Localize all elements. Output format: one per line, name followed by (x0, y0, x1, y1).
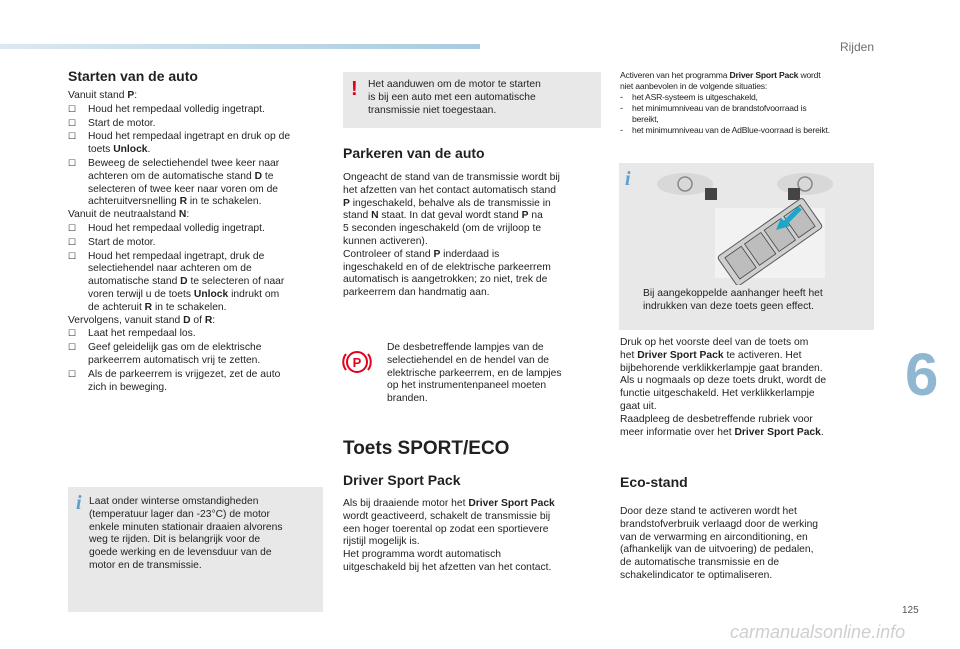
step-line: automatische stand D te selecteren of naar (88, 276, 285, 288)
eco-text (620, 506, 880, 583)
step-line: Vanuit stand P: (68, 90, 138, 101)
heading-eco-stand: Eco-stand (620, 474, 688, 490)
eco-line: schakelindicator te optimaliseren. (620, 569, 773, 581)
warning-line: is bij een auto met een automatische (368, 91, 536, 103)
park-line: het afzetten van het contact automatisch stand (343, 184, 556, 196)
press-line: Druk op het voorste deel van de toets om (620, 337, 809, 348)
info-line: weg te rijden. Dit is belangrijk voor de (89, 534, 261, 546)
park-line: stand N staat. In dat geval wordt stand P na (343, 210, 543, 222)
sport-eco-button-illustration (640, 170, 865, 285)
step-line: achteren om de automatische stand D te (88, 170, 274, 182)
page-number: 125 (902, 605, 919, 616)
dsp-line: Als bij draaiende motor het Driver Sport Pack (343, 498, 555, 509)
park-line: 5 seconden ingeschakeld (om de vrijloop te (343, 223, 542, 235)
condition-line: - het minimumniveau van de AdBlue-voorraad is bereikt. (620, 125, 830, 135)
park-line: parkeerrem dan handmatig aan. (343, 287, 490, 299)
driver-sport-pack-text (343, 498, 603, 575)
heading-driver-sport-pack: Driver Sport Pack (343, 472, 461, 488)
lampjes-line: De desbetreffende lampjes van de (387, 342, 544, 353)
starten-text (68, 90, 328, 394)
lampjes-line: selectiehendel en de hendel van de (387, 354, 550, 366)
step-line: ☐ Laat het rempedaal los. (68, 328, 196, 340)
press-line: functie uitgeschakeld. Het verklikkerlampje (620, 388, 815, 400)
step-line: parkeerrem automatisch vrij te zetten. (88, 354, 261, 366)
step-line: ☐ Houd het rempedaal volledig ingetrapt. (68, 103, 265, 115)
svg-text:P: P (352, 355, 362, 370)
press-line: gaat uit. (620, 400, 657, 412)
illustration-caption (643, 288, 871, 314)
eco-line: de automatische transmissie en de (620, 557, 780, 569)
step-line: ☐ Houd het rempedaal ingetrapt en druk op de (68, 131, 291, 143)
info-line: enkele minuten stationair draaien alvorens (89, 521, 283, 533)
info-text (89, 496, 321, 573)
park-line: kunnen activeren). (343, 235, 428, 247)
step-line: ☐ Houd het rempedaal ingetrapt, druk de (68, 250, 265, 262)
step-line: toets Unlock. (88, 144, 151, 156)
step-line: achteruitversnelling R in te schakelen. (88, 196, 262, 208)
condition-line: - het ASR-systeem is uitgeschakeld, (620, 92, 758, 102)
step-line: ☐ Start de motor. (68, 117, 156, 129)
eco-line: Door deze stand te activeren wordt het (620, 506, 797, 517)
druk-text (620, 337, 880, 439)
header-bar (0, 44, 480, 49)
press-line: Als u nogmaals op deze toets drukt, wordt de (620, 375, 827, 387)
step-line: ☐ Geef geleidelijk gas om de elektrische (68, 342, 262, 354)
caption-line: indrukken van deze toets geen effect. (643, 300, 814, 312)
press-line: Raadpleeg de desbetreffende rubriek voor (620, 413, 813, 425)
caption-line: Bij aangekoppelde aanhanger heeft het (643, 288, 823, 299)
condition-line: Activeren van het programma Driver Sport Pack wordt (620, 70, 821, 80)
info-line: motor en de transmissie. (89, 559, 202, 571)
step-line: ☐ Beweeg de selectiehendel twee keer naar (68, 157, 280, 169)
park-line: ingeschakeld en of de elektrische parkeerrem (343, 261, 551, 273)
dsp-line: Het programma wordt automatisch (343, 549, 501, 561)
dsp-line: een hoger toerental op zodat een sportievere (343, 523, 549, 535)
step-line: ☐ Houd het rempedaal volledig ingetrapt. (68, 222, 265, 234)
lampjes-line: branden. (387, 393, 428, 405)
watermark: carmanualsonline.info (730, 622, 906, 642)
info-line: Laat onder winterse omstandigheden (89, 496, 259, 507)
warning-line: Het aanduwen om de motor te starten (368, 79, 541, 90)
dsp-line: rijstijl mogelijk is. (343, 536, 420, 548)
condition-line: - het minimumniveau van de brandstofvoorraad is (620, 103, 807, 113)
warning-line: transmissie niet toegestaan. (368, 104, 497, 116)
info-icon: i (76, 492, 82, 514)
press-line: bijbehorende verklikkerlampje gaat branden. (620, 362, 823, 374)
dsp-line: wordt geactiveerd, schakelt de transmissie bij (343, 510, 551, 522)
info-line: goede werking en de levensduur van de (89, 547, 272, 559)
parking-brake-icon (342, 347, 372, 377)
condition-line: bereikt, (632, 114, 659, 124)
section-label: Rijden (839, 40, 874, 54)
parkeren-text (343, 172, 601, 300)
heading-parkeren: Parkeren van de auto (343, 145, 485, 161)
park-line: automatisch is aangetrokken; zo niet, trek de (343, 274, 548, 286)
step-line: de achteruit R in te schakelen. (88, 301, 227, 313)
lampjes-line: op het instrumentenpaneel moeten (387, 380, 547, 392)
step-line: ☐ Als de parkeerrem is vrijgezet, zet de auto (68, 368, 281, 380)
press-line: meer informatie over het Driver Sport Pack. (620, 426, 824, 438)
eco-line: (afhankelijk van de uitvoering) de pedalen, (620, 544, 814, 556)
step-line: ☐ Start de motor. (68, 236, 156, 248)
warning-text (368, 79, 598, 117)
condition-line: niet aanbevolen in de volgende situaties: (620, 81, 768, 91)
heading-sport-eco: Toets SPORT/ECO (343, 438, 510, 459)
eco-line: brandstofverbruik verlaagd door de werking (620, 518, 819, 530)
conditions-text (620, 70, 880, 136)
step-line: selecteren of twee keer naar voren om de (88, 183, 279, 195)
step-line: Vervolgens, vanuit stand D of R: (68, 314, 216, 326)
park-line: Controleer of stand P inderdaad is (343, 248, 500, 260)
park-line: Ongeacht de stand van de transmissie wordt bij (343, 172, 560, 183)
step-line: zich in beweging. (88, 381, 167, 393)
chapter-number: 6 (905, 341, 939, 408)
warning-icon: ! (351, 78, 358, 100)
step-line: selectiehendel naar achteren om de (88, 263, 252, 275)
lampjes-text (387, 342, 602, 406)
press-line: het Driver Sport Pack te activeren. Het (620, 349, 802, 361)
heading-starten: Starten van de auto (68, 68, 198, 84)
eco-line: van de verwarming en airconditioning, en (620, 531, 808, 543)
info-line: (temperatuur lager dan -23°C) de motor (89, 508, 270, 520)
step-line: voren terwijl u de toets Unlock indrukt om (88, 288, 280, 300)
park-line: P ingeschakeld, behalve als de transmissie in (343, 197, 551, 209)
info-icon: i (625, 168, 631, 190)
lampjes-line: elektrische parkeerrem, en de lampjes (387, 367, 562, 379)
step-line: Vanuit de neutraalstand N: (68, 209, 190, 221)
dsp-line: uitgeschakeld bij het afzetten van het contact. (343, 561, 552, 573)
